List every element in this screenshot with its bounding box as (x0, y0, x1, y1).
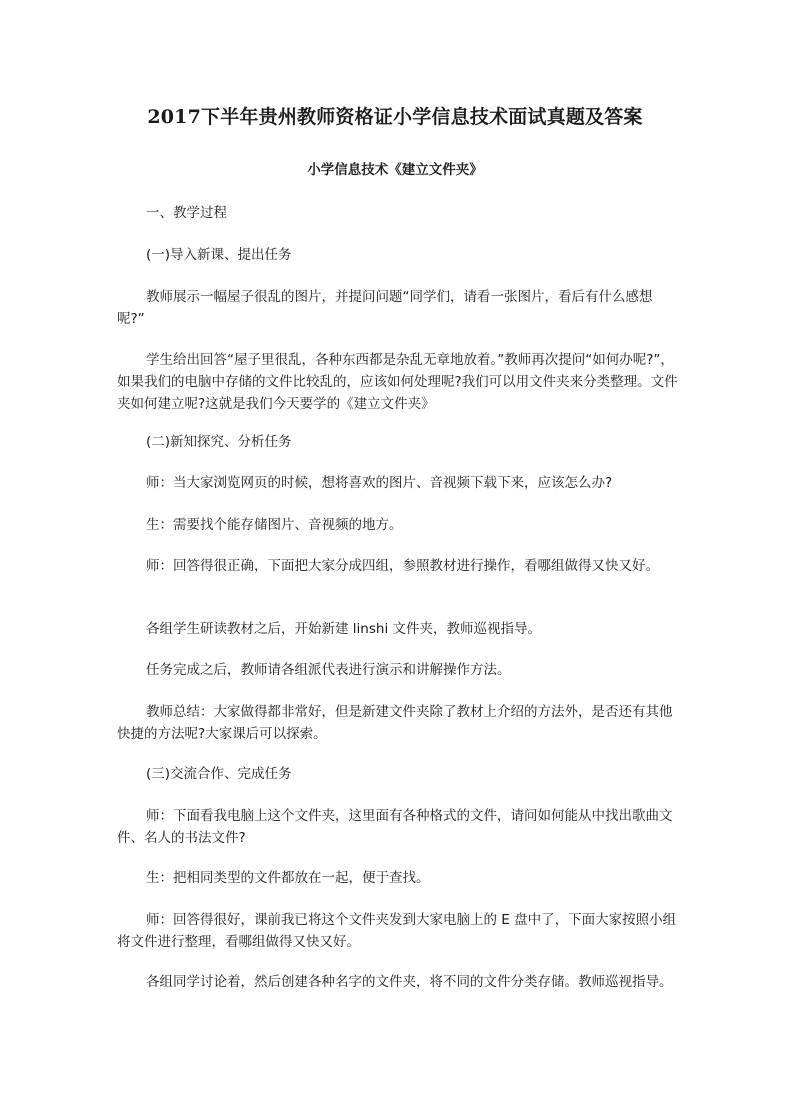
paragraph: 任务完成之后，教师请各组派代表进行演示和讲解操作方法。 (146, 662, 511, 678)
paragraph: 教师展示一幅屋子很乱的图片，并提问问题“同学们，请看一张图片，看后有什么感想呢?” (117, 289, 653, 327)
subsection-heading-explore: (二)新知探究、分析任务 (146, 434, 292, 450)
dialogue-line: 师：回答得很好，课前我已将这个文件夹发到大家电脑上的 E 盘中了，下面大家按照小组将文件进行整理，看哪组做得又快又好。 (117, 912, 677, 950)
dialogue-line: 师：下面看我电脑上这个文件夹，这里面有各种格式的文件，请问如何能从中找出歌曲文件、名人的书法文件? (117, 808, 673, 846)
dialogue-line: 师：当大家浏览网页的时候，想将喜欢的图片、音视频下载下来，应该怎么办? (146, 475, 613, 491)
paragraph: 各组同学讨论着，然后创建各种名字的文件夹，将不同的文件分类存储。教师巡视指导。 (146, 974, 673, 990)
dialogue-line: 师：回答得很正确，下面把大家分成四组，参照教材进行操作，看哪组做得又快又好。 (146, 558, 659, 574)
lesson-subtitle: 小学信息技术《建立文件夹》 (307, 162, 483, 178)
paragraph: 学生给出回答“屋子里很乱，各种东西都是杂乱无章地放着。”教师再次提问“如何办呢?”，如果我们的电脑中存储的文件比较乱的，应该如何处理呢?我们可以用文件夹来分类整理。文件夹如何建立呢?这就是我们今天要学的《建立文件夹》 (117, 352, 678, 412)
subsection-heading-intro: (一)导入新课、提出任务 (146, 247, 292, 263)
subsection-heading-cooperate: (三)交流合作、完成任务 (146, 766, 292, 782)
document-title: 2017下半年贵州教师资格证小学信息技术面试真题及答案 (147, 106, 643, 128)
dialogue-line: 生：需要找个能存储图片、音视频的地方。 (146, 517, 403, 533)
paragraph: 各组学生研读教材之后，开始新建 linshi 文件夹，教师巡视指导。 (146, 621, 541, 637)
paragraph: 教师总结：大家做得都非常好，但是新建文件夹除了教材上介绍的方法外，是否还有其他快捷的方法呢?大家课后可以探索。 (117, 704, 673, 742)
dialogue-line: 生：把相同类型的文件都放在一起，便于查找。 (146, 870, 430, 886)
section-heading-teaching-process: 一、教学过程 (146, 205, 227, 221)
